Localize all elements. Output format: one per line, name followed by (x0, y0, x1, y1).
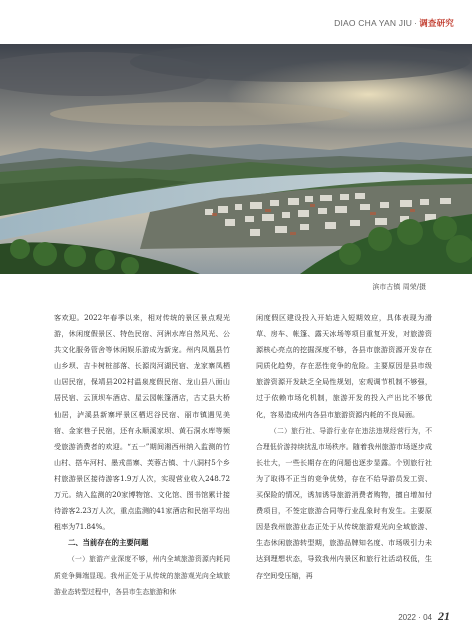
section-heading-problems: 二、当前存在的主要问题 (68, 538, 149, 548)
right-paragraph-2: 随着我州旅游市场逐步成长壮大，一些长期存在的问题也逐步显露。个别旅行社为了取得不正当的竞争优势，存在不给导游员发工资、买保险的情况，诱加诱导旅游消费者购物，擅自增加付费项目，不签定旅游合同等行业乱象时有发生。主要原因是我州旅游业态正处于从传统旅游观光向全域旅游、生态休闲旅游转型期，旅游品牌知名度、市场吸引力未达到理想状态，导致我州内景区和旅行社活动权低，生存空间受压缩，再 (256, 441, 432, 580)
section-title: 调查研究 (419, 18, 454, 28)
right-text-column (256, 310, 432, 584)
subheading-2: （二）旅行社、导游行业存在违法违规经营行为，不合理低价游持续扰乱市场秩序。 (256, 426, 432, 451)
right-paragraph-2-wrap (256, 423, 432, 584)
magazine-name: DIAO CHA YAN JIU (334, 18, 413, 28)
left-paragraph-1: 客欢迎。2022年春季以来，相对传统的景区景点观光游，休闲度假景区、特色民宿、河洲水库自然风光、公共文化服务管舍等休闲娱乐游成为新宠。州内凤凰县竹山乡坝、吉卡树桩部落、长源岗河湖民宿、龙家寨凤栖山居民宿，保靖县202村温泉度假民宿、龙山县八面山居民宿、云顶坝车酒店、星云园帐篷酒店，古丈县大桥仙居，泸溪县新寨坪景区栖迟谷民宿、丽市镇遇见美宿、金家巷子民宿，还有永顺溪家坝、黄石洞水库等频受旅游消费者的欢迎。“五一”期间湘西州纳入监测的竹山村、搭车河村、墨戎苗寨、芙蓉古镇、十八洞村5个乡村旅游景区接待游客1.9万人次，实现营业收入248.72万元。纳入监测的20家博物馆、文化馆、图书馆累计接待游客2.23万人次，重点监测的41家酒店和民宿平均出租率为71.84%。 (54, 313, 230, 532)
header-separator: · (414, 18, 418, 28)
running-header (334, 17, 454, 29)
issue-label: 2022 · 04 (398, 613, 432, 622)
subheading-1: （一）旅游产业深度不够，州内全域旅游资源内耗同质竞争舞端显现。我州正处于从传统的旅游观光向全域旅游业态转型过程中，各县市生态旅游和休 (54, 555, 230, 596)
town-river-photo (0, 44, 472, 274)
left-text-column (54, 310, 230, 600)
page-number: 21 (438, 609, 450, 623)
right-paragraph-1: 闲度假区建设投入开始进入短期效应，具体表现为滑草、房车、帐篷、露天冰场等项目重复开发，对旅游资源核心亮点的挖掘深度不够，各县市旅游资源开发存在同质化趋势，存在恶性竞争的危险。主要原因是县市级旅游资源开发缺乏全局性规划，宏观调节机制不够强，过于依赖市场化机制，旅游开发的投入产出比不够优化，容易造成州内各县市旅游资源内耗的不良局面。 (256, 313, 432, 419)
landscape-illustration (0, 44, 472, 274)
page-footer (398, 609, 450, 624)
photo-caption: 滨市古镇 周荣/摄 (372, 283, 426, 291)
